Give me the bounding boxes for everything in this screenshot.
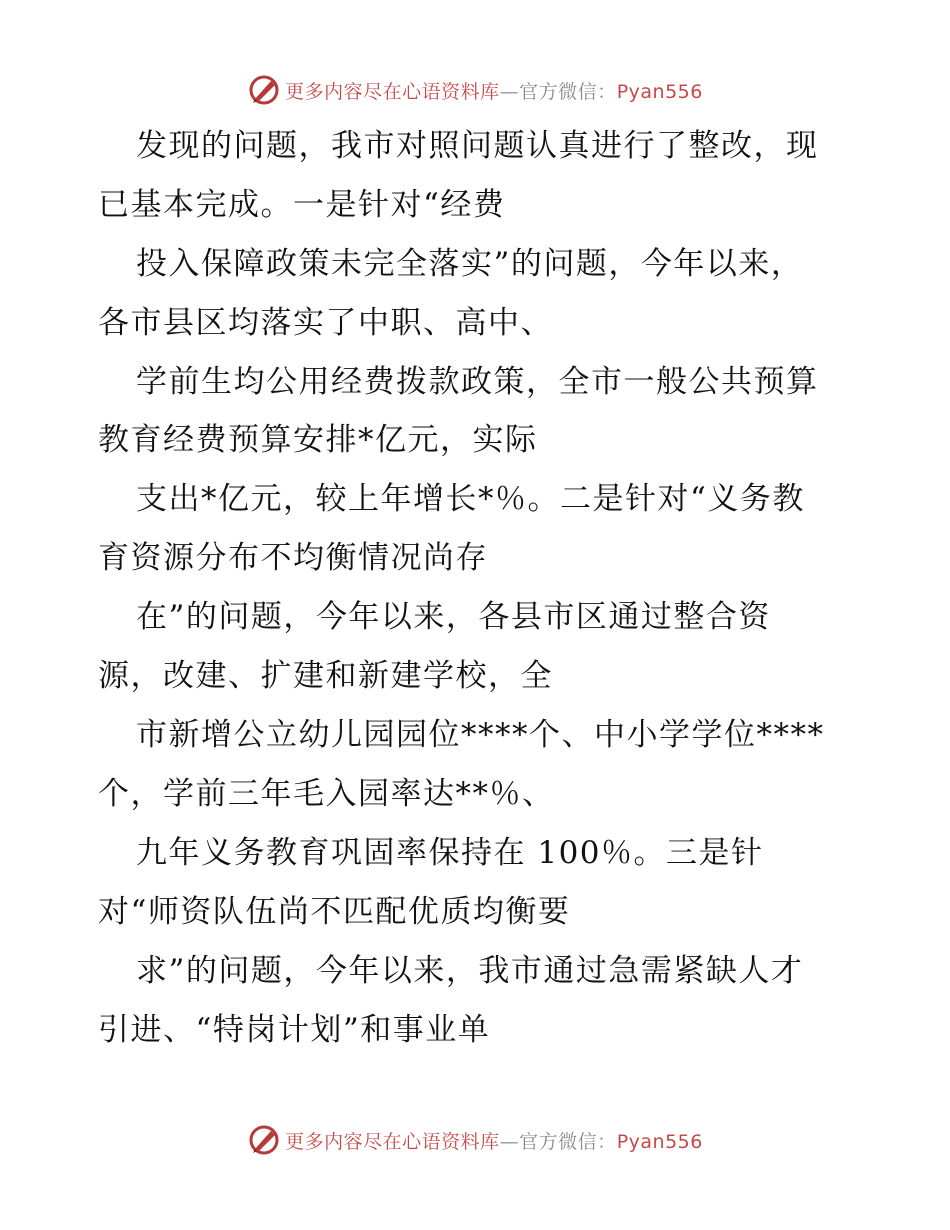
body-line: 个，学前三年毛入园率达**％、 — [98, 776, 555, 812]
body-line: 市新增公立幼儿园园位****个、中小学学位**** — [136, 717, 825, 753]
body-line: 支出*亿元，较上年增长*％。二是针对“义务教 — [136, 481, 805, 517]
pen-logo-icon — [247, 1123, 281, 1157]
header-text — [285, 77, 703, 104]
footer-site-text: 更多内容尽在心语资料库 — [285, 1130, 500, 1153]
footer-wechat-label: 官方微信： — [519, 1130, 617, 1153]
body-line: 源，改建、扩建和新建学校，全 — [98, 658, 553, 694]
header-site-text: 更多内容尽在心语资料库 — [285, 80, 500, 103]
body-line: 各市县区均落实了中职、高中、 — [98, 305, 553, 341]
footer-banner — [0, 1120, 950, 1160]
body-line: 育资源分布不均衡情况尚存 — [98, 540, 488, 576]
body-line: 已基本完成。一是针对“经费 — [98, 187, 506, 223]
pen-logo-icon — [247, 73, 281, 107]
body-line: 在”的问题，今年以来，各县市区通过整合资 — [136, 599, 771, 635]
body-line: 投入保障政策未完全落实”的问题，今年以来， — [136, 246, 804, 282]
body-line: 发现的问题，我市对照问题认真进行了整改，现 — [136, 128, 819, 164]
footer-wechat-id: Pyan556 — [616, 1130, 703, 1153]
body-line: 教育经费预算安排*亿元，实际 — [98, 422, 538, 458]
body-line: 九年义务教育巩固率保持在 100％。三是针 — [136, 835, 764, 871]
footer-dash: — — [499, 1130, 520, 1153]
body-line: 引进、“特岗计划”和事业单 — [98, 1012, 491, 1048]
footer-text — [285, 1127, 703, 1154]
header-dash: — — [499, 80, 520, 103]
body-line: 对“师资队伍尚不匹配优质均衡要 — [98, 894, 571, 930]
header-wechat-label: 官方微信： — [519, 80, 617, 103]
body-line: 学前生均公用经费拨款政策，全市一般公共预算 — [136, 364, 819, 400]
header-wechat-id: Pyan556 — [616, 80, 703, 103]
body-line: 求”的问题，今年以来，我市通过急需紧缺人才 — [136, 953, 804, 989]
header-banner — [0, 70, 950, 110]
